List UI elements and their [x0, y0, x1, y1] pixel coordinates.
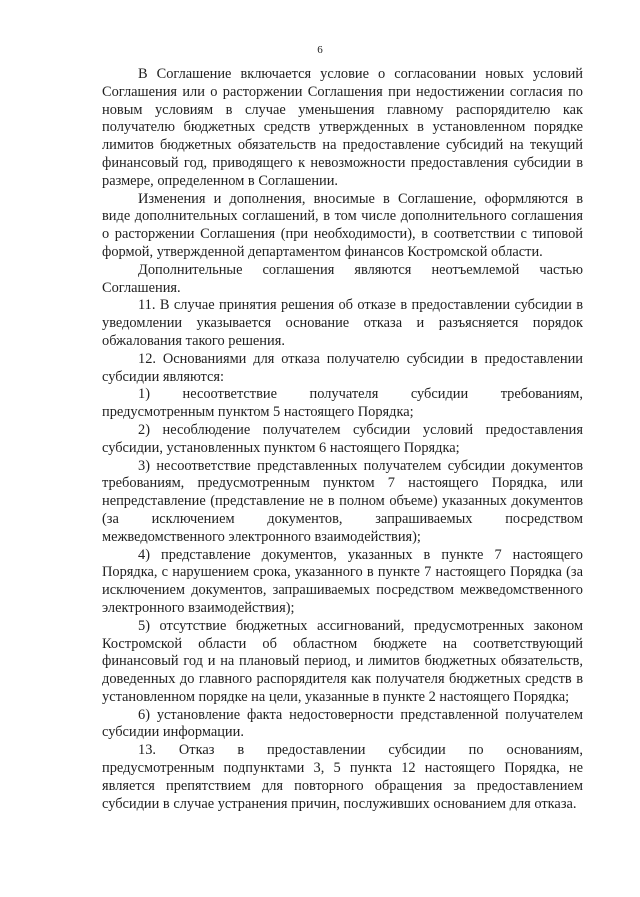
paragraph-subitem-4: 4) представление документов, указанных в пункте 7 настоящего Порядка, с нарушением срока, указанного в пункте 7 настоящего Порядка (за исключением документов, запрашиваемых посредством межведомственного электронного взаимодействия); — [102, 546, 583, 616]
paragraph-item-11: 11. В случае принятия решения об отказе в предоставлении субсидии в уведомлении указывается основание отказа и разъясняется порядок обжалования такого решения. — [102, 297, 583, 349]
paragraph-item-13: 13. Отказ в предоставлении субсидии по основаниям, предусмотренным подпунктами 3, 5 пункта 12 настоящего Порядка, не является препятствием для повторного обращения за предоставлением субсидии в случае устранения причин, послуживших основанием для отказа. — [102, 742, 583, 812]
paragraph-item-12: 12. Основаниями для отказа получателю субсидии в предоставлении субсидии являются: — [102, 350, 583, 385]
paragraph-additional-agreements: Дополнительные соглашения являются неотъемлемой частью Соглашения. — [102, 261, 583, 296]
paragraph-subitem-3: 3) несоответствие представленных получателем субсидии документов требованиям, предусмотренным пунктом 7 настоящего Порядка, или непредставление (представление не в полном объеме) указанных документов (за исключением документов, запрашиваемых посредством межведомственного электронного взаимодействия); — [102, 457, 583, 545]
paragraph-agreement-condition: В Соглашение включается условие о согласовании новых условий Соглашения или о расторжении Соглашения при недостижении согласия по новым условиям в случае уменьшения главному распорядителю как получателю бюджетных средств утвержденных в установленном порядке лимитов бюджетных обязательств на предоставление субсидий на текущий финансовый год, приводящего к невозможности предоставления субсидии в размере, определенном в Соглашении. — [102, 66, 583, 189]
paragraph-amendments: Изменения и дополнения, вносимые в Соглашение, оформляются в виде дополнительных соглашений, в том числе дополнительного соглашения о расторжении Соглашения (при необходимости), в соответствии с типовой формой, утвержденной департаментом финансов Костромской области. — [102, 190, 583, 260]
paragraph-subitem-1: 1) несоответствие получателя субсидии требованиям, предусмотренным пунктом 5 настоящего Порядка; — [102, 386, 583, 421]
page-number: 6 — [317, 44, 323, 56]
document-body — [102, 66, 583, 813]
paragraph-subitem-5: 5) отсутствие бюджетных ассигнований, предусмотренных законом Костромской области об областном бюджете на соответствующий финансовый год и на плановый период, и лимитов бюджетных обязательств, доведенных до главного распорядителя как получателя бюджетных средств в установленном порядке на цели, указанные в пункте 2 настоящего Порядка; — [102, 617, 583, 705]
paragraph-subitem-2: 2) несоблюдение получателем субсидии условий предоставления субсидии, установленных пунктом 6 настоящего Порядка; — [102, 421, 583, 456]
paragraph-subitem-6: 6) установление факта недостоверности представленной получателем субсидии информации. — [102, 706, 583, 741]
